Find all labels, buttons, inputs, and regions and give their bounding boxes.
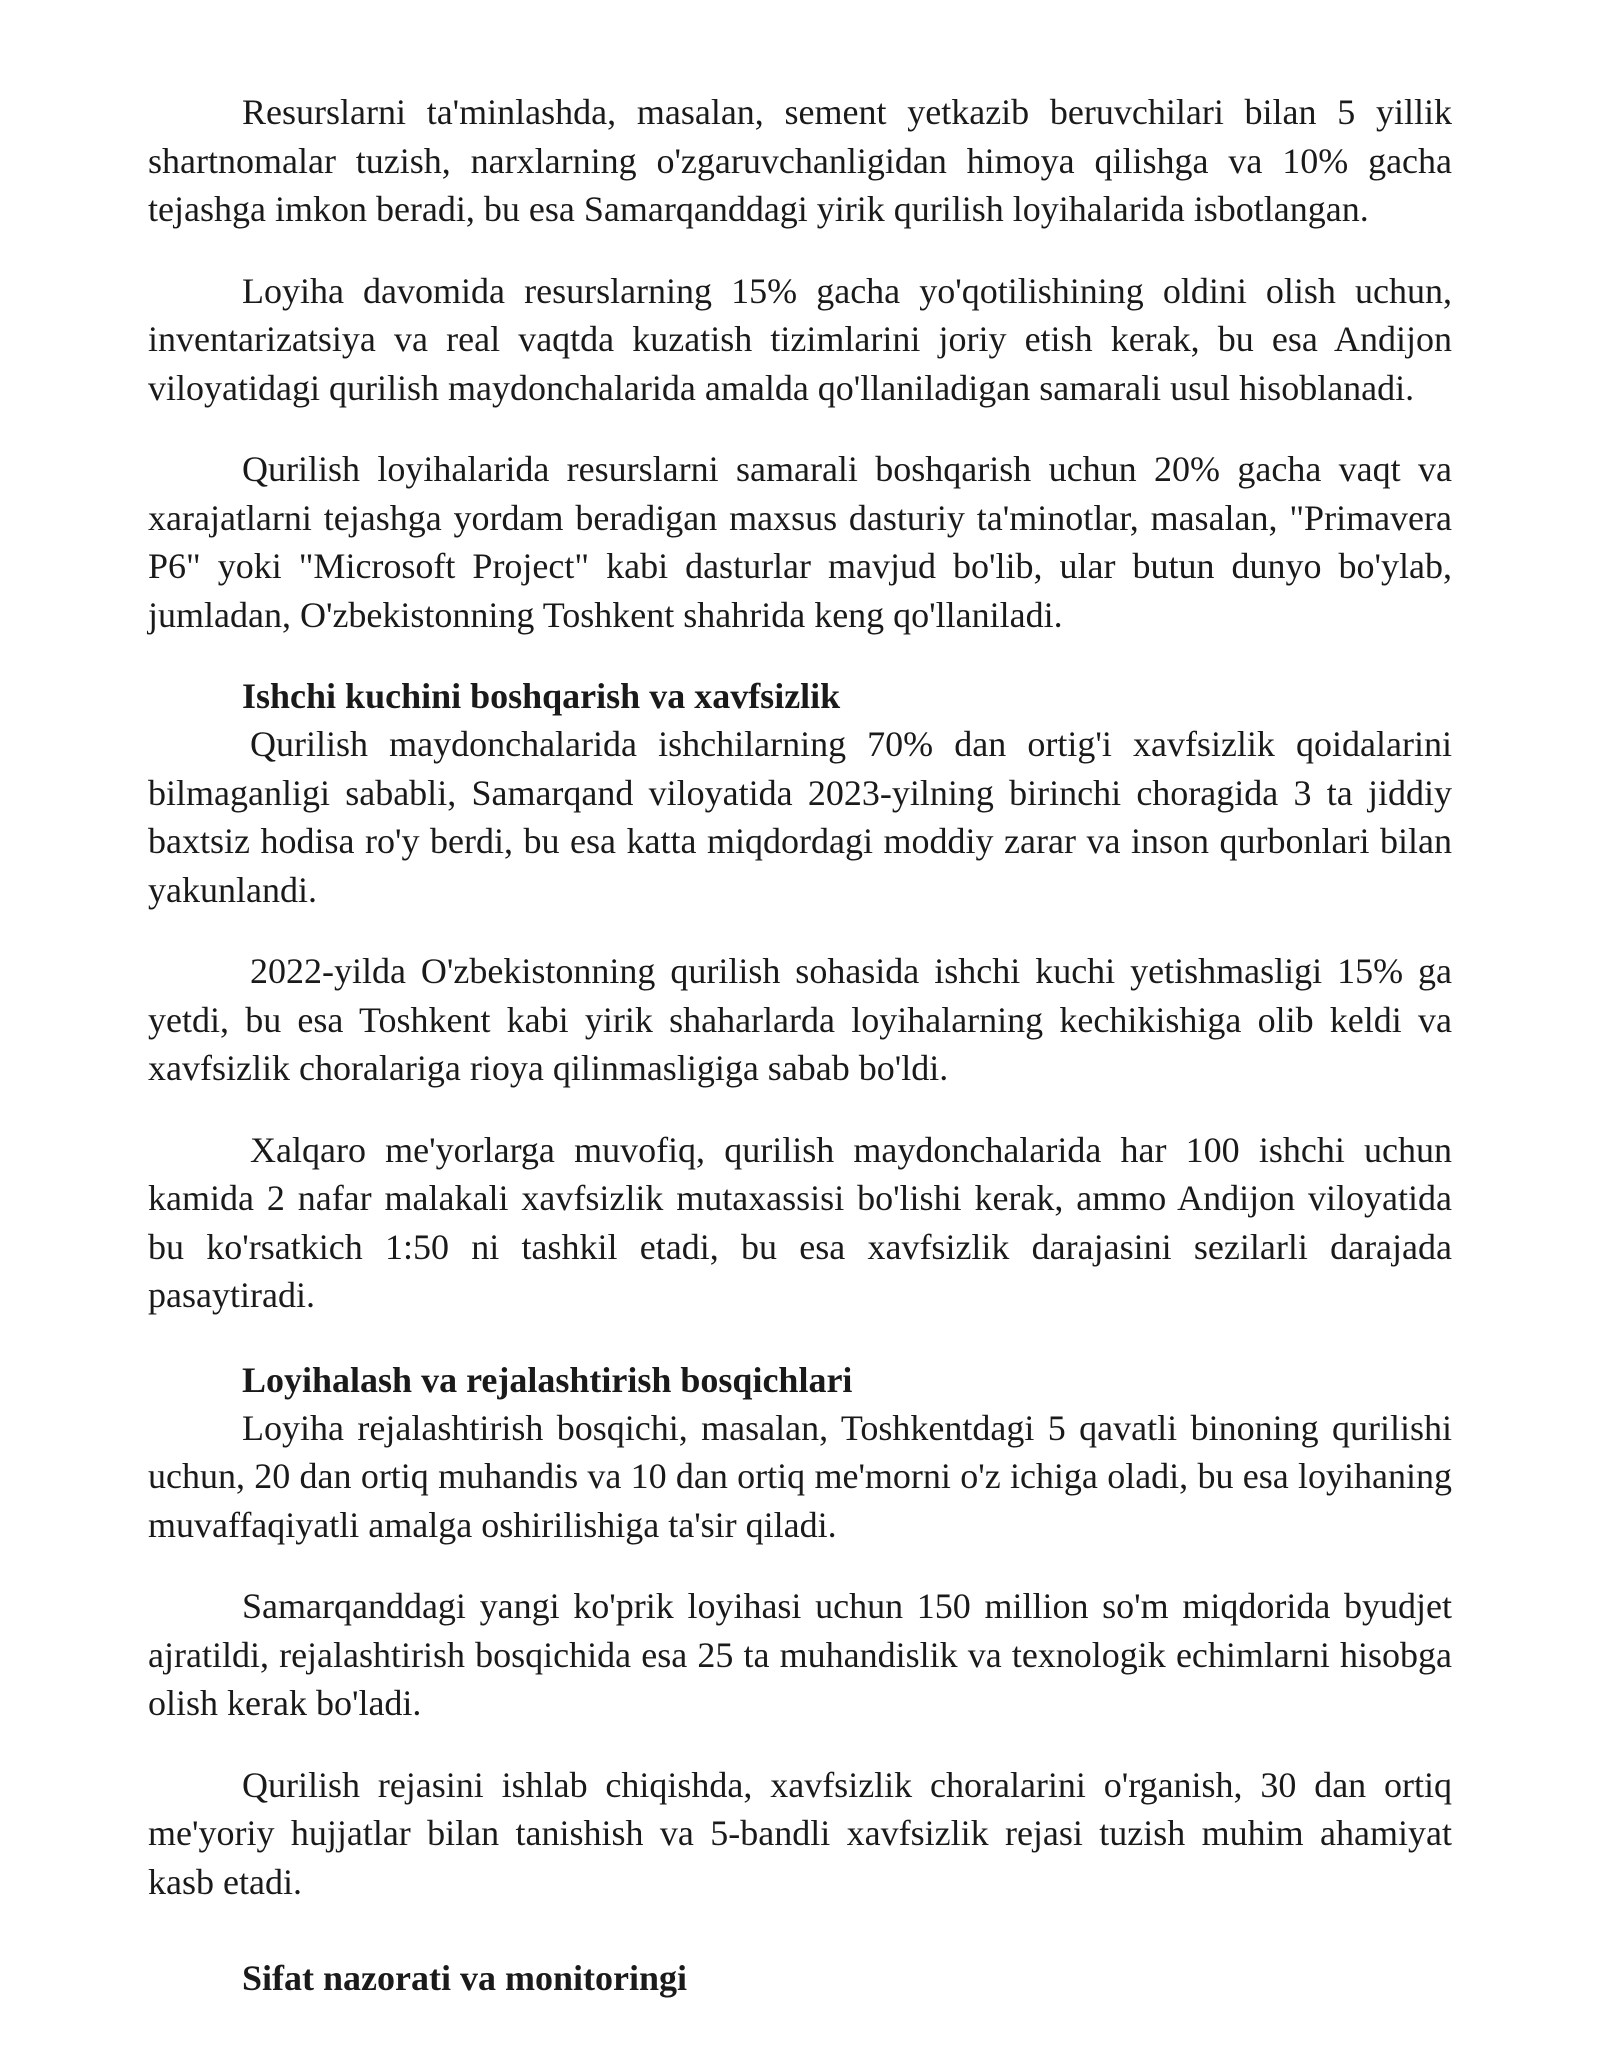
paragraph-planning-stage: Loyiha rejalashtirish bosqichi, masalan, Toshkentdagi 5 qavatli binoning qurilishi uchun, 20 dan ortiq muhandis va 10 dan ortiq me'morni o'z ichiga oladi, bu esa loyihaning muvaffaqiyatli amalga oshirilishiga ta'sir qiladi.	[148, 1407, 1452, 1545]
paragraph-bridge-budget: Samarqanddagi yangi ko'prik loyihasi uchun 150 million so'm miqdorida byudjet ajratildi, rejalashtirish bosqichida esa 25 ta muhandislik va texnologik echimlarni hisobga olish kerak bo'ladi.	[148, 1586, 1452, 1723]
document-page	[148, 88, 1452, 2002]
paragraph-workforce-shortage: 2022-yilda O'zbekistonning qurilish sohasida ishchi kuchi yetishmasligi 15% ga yetdi, bu esa Toshkent kabi yirik shaharlarda loyihalarning kechikishiga olib keldi va xavfsizlik choralariga rioya qilinmasligiga sabab bo'ldi.	[148, 951, 1452, 1088]
section-heading-quality: Sifat nazorati va monitoringi	[242, 1958, 687, 1998]
section-heading-workforce: Ishchi kuchini boshqarish va xavfsizlik	[242, 676, 841, 716]
paragraph-resource-loss: Loyiha davomida resurslarning 15% gacha yo'qotilishining oldini olish uchun, inventarizatsiya va real vaqtda kuzatish tizimlarini joriy etish kerak, bu esa Andijon viloyatidagi qurilish maydonchalarida amalda qo'llaniladigan samarali usul hisoblanadi.	[148, 270, 1452, 408]
paragraph-workforce-accidents: Qurilish maydonchalarida ishchilarning 70% dan ortig'i xavfsizlik qoidalarini bilmaganligi sababli, Samarqand viloyatida 2023-yilning birinchi choragida 3 ta jiddiy baxtsiz hodisa ro'y berdi, bu esa katta miqdordagi moddiy zarar va inson qurbonlari bilan yakunlandi.	[148, 724, 1452, 910]
paragraph-resource-supply: Resurslarni ta'minlashda, masalan, sement yetkazib beruvchilari bilan 5 yillik shartnomalar tuzish, narxlarning o'zgaruvchanligidan himoya qilishga va 10% gacha tejashga imkon beradi, bu esa Samarqanddagi yirik qurilish loyihalarida isbotlangan.	[148, 92, 1452, 229]
paragraph-safety-standards: Xalqaro me'yorlarga muvofiq, qurilish maydonchalarida har 100 ishchi uchun kamida 2 nafar malakali xavfsizlik mutaxassisi bo'lishi kerak, ammo Andijon viloyatida bu ko'rsatkich 1:50 ni tashkil etadi, bu esa xavfsizlik darajasini sezilarli darajada pasaytiradi.	[148, 1129, 1452, 1315]
section-heading-planning: Loyihalash va rejalashtirish bosqichlari	[242, 1359, 853, 1400]
paragraph-construction-plan: Qurilish rejasini ishlab chiqishda, xavfsizlik choralarini o'rganish, 30 dan ortiq me'yoriy hujjatlar bilan tanishish va 5-bandli xavfsizlik rejasi tuzish muhim ahamiyat kasb etadi.	[148, 1764, 1452, 1902]
paragraph-software: Qurilish loyihalarida resurslarni samarali boshqarish uchun 20% gacha vaqt va xarajatlarni tejashga yordam beradigan maxsus dasturiy ta'minotlar, masalan, "Primavera P6" yoki "Microsoft Project" kabi dasturlar mavjud bo'lib, ular butun dunyo bo'ylab, jumladan, O'zbekistonning Toshkent shahrida keng qo'llaniladi.	[148, 449, 1452, 635]
